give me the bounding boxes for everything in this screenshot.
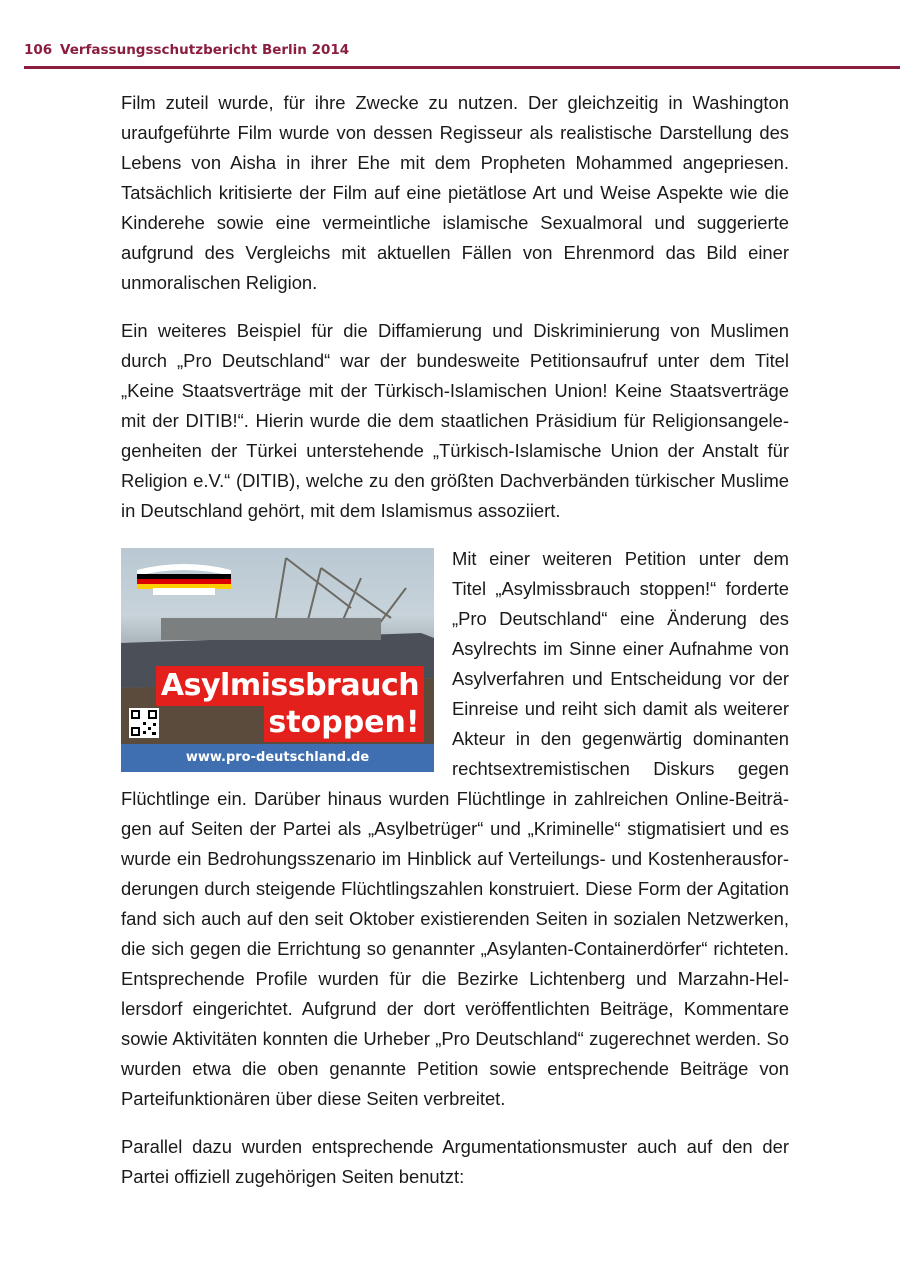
page-header [24,40,900,69]
paragraph-2: Ein weiteres Beispiel für die Diffamierung und Diskriminierung von Muslimen durch „Pro Deutschland“ war der bundesweite Petitionsaufruf unter dem Titel „Keine Staatsverträge mit der Türkisch-Islamischen Union! Keine Staatsverträge mit der DITIB!“. Hierin wurde die dem staatlichen Präsidium für Religionsangelegenheiten der Türkei unterstehende „Türkisch-Islamische Union der Anstalt für Religion e.V.“ (DITIB), welche zu den größten Dachverbänden türkischer Muslime in Deutschland gehört, mit dem Islamismus assoziiert. [121,320,789,521]
page-number: 106 [24,42,53,58]
body-text [121,88,789,1210]
poster-subline: stoppen! [264,704,424,742]
poster-headline: Asylmissbrauch [156,666,424,706]
campaign-poster-image [121,548,434,772]
paragraph-4: Parallel dazu wurden entsprechende Argumentationsmuster auch auf den der Partei offiziell zugehörigen Seiten benutzt: [121,1136,789,1187]
party-badge-logo [133,556,235,596]
qr-code-icon [129,708,159,738]
running-title: Verfassungsschutzbericht Berlin 2014 [60,42,350,58]
poster-url: www.pro-deutschland.de [121,744,434,772]
paragraph-3: Mit einer weiteren Petition unter dem Titel „Asylmissbrauch stoppen!“ forderte „Pro Deutschland“ eine Änderung des Asylrechts im Sinne einer Aufnahme von Asylverfahren und Entscheidung vor der Einreise und reiht sich damit als weiterer Akteur in den gegenwärtig dominanten rechtsextremistischen Diskurs gegen Flüchtlinge ein. Darüber hinaus wurden Flüchtlinge in zahlreichen Online-Beiträgen auf Seiten der Partei als „Asylbetrüger“ und „Kriminelle“ stigmatisiert und es wurde ein Bedrohungsszenario im Hinblick auf Verteilungs- und Kostenherausforderungen durch steigende Flüchtlingszahlen konstruiert. Diese Form der Agitation fand sich auch auf den seit Oktober existierenden Seiten in sozialen Netzwerken, die sich gegen die Errichtung so genannter „Asylanten-Containerdörfer“ richteten. Entsprechende Profile wurden für die Bezirke Lichtenberg und Marzahn-Hellersdorf eingerichtet. Aufgrund der dort veröffentlichten Beiträge, Kommentare sowie Aktivitäten konnten die Urheber „Pro Deutschland“ zugerechnet werden. So wurden etwa die oben genannte Petition sowie entsprechende Beiträge von Parteifunktionären über diese Seiten verbreitet. [121,548,789,1109]
paragraph-1: Film zuteil wurde, für ihre Zwecke zu nutzen. Der gleichzeitig in Washington uraufgeführte Film wurde von dessen Regisseur als realistische Darstellung des Lebens von Aisha in ihrer Ehe mit dem Propheten Mohammed angepriesen. Tatsächlich kritisierte der Film auf eine pietätlose Art und Weise Aspekte wie die Kinderehe sowie eine vermeintliche islamische Sexualmoral und suggerierte aufgrund des Vergleichs mit aktuellen Fällen von Ehrenmord das Bild einer unmoralischen Religion. [121,92,789,293]
